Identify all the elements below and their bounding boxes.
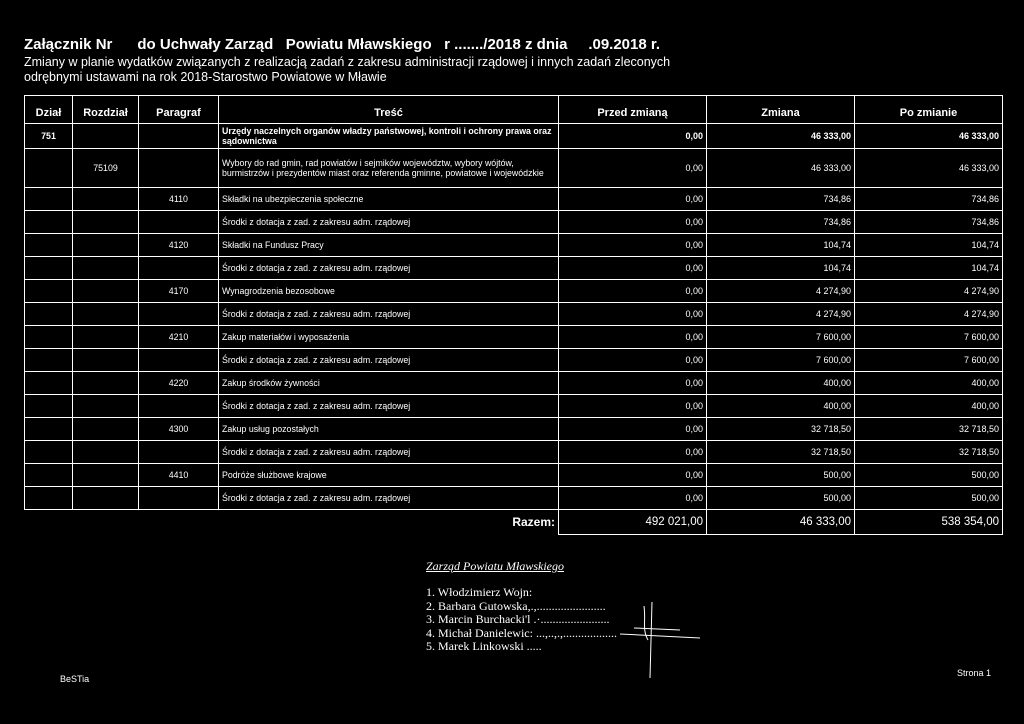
board-member: 1. Włodzimierz Wojn:	[426, 585, 533, 599]
column-header-paragraf: Paragraf	[139, 96, 219, 124]
po-cell: 500,00	[855, 464, 1003, 487]
dzial-cell	[25, 303, 73, 326]
przed-cell: 0,00	[559, 257, 707, 280]
dzial-row	[25, 124, 1003, 149]
paragraf-cell	[139, 257, 219, 280]
zmiana-cell: 7 600,00	[707, 349, 855, 372]
document-subtitle: Zmiany w planie wydatków związanych z realizacją zadań z zakresu administracji rządowej i innych zadań zleconych odrębnymi ustawami na rok 2018-Starostwo Powiatowe w Mławie	[24, 55, 671, 84]
column-header-po: Po zmianie	[855, 96, 1003, 124]
column-header-zmiana: Zmiana	[707, 96, 855, 124]
board-member: 2. Barbara Gutowska,.,.......................	[426, 598, 606, 613]
dzial-cell	[25, 257, 73, 280]
table-row	[25, 372, 1003, 395]
document-title: Załącznik Nr do Uchwały Zarząd Powiatu Mławskiego r ......./2018 z dnia .09.2018 r.	[24, 36, 661, 53]
table-row	[25, 464, 1003, 487]
paragraf-cell: 4110	[139, 188, 219, 211]
table-row	[25, 303, 1003, 326]
przed-cell: 0,00	[559, 464, 707, 487]
dzial-cell	[25, 234, 73, 257]
tresc-cell: Wynagrodzenia bezosobowe	[219, 280, 559, 303]
tresc-cell: Środki z dotacja z zad. z zakresu adm. rządowej	[219, 349, 559, 372]
przed-cell: 0,00	[559, 418, 707, 441]
tresc-cell: Środki z dotacja z zad. z zakresu adm. rządowej	[219, 257, 559, 280]
dzial-cell	[25, 487, 73, 510]
przed-cell: 0,00	[559, 349, 707, 372]
paragraf-cell	[139, 441, 219, 464]
zmiana-cell: 104,74	[707, 234, 855, 257]
tresc-cell: Podróże służbowe krajowe	[219, 464, 559, 487]
board-title: Zarząd Powiatu Mławskiego	[426, 559, 565, 573]
column-header-tresc: Treść	[219, 96, 559, 124]
dzial-cell	[25, 464, 73, 487]
column-header-przed: Przed zmianą	[559, 96, 707, 124]
column-header-rozdzial: Rozdział	[73, 96, 139, 124]
rozdzial-przed: 0,00	[559, 149, 707, 188]
zmiana-cell: 4 274,90	[707, 303, 855, 326]
dzial-cell	[25, 326, 73, 349]
board-member: 5. Marek Linkowski .....	[426, 639, 542, 653]
table-row	[25, 234, 1003, 257]
paragraf-cell	[139, 349, 219, 372]
rozdzial-cell	[73, 303, 139, 326]
board-member: 4. Michał Danielewic: ...,..,.,..................	[426, 625, 617, 640]
table-row	[25, 188, 1003, 211]
dzial-cell	[25, 441, 73, 464]
dzial-code: 751	[25, 124, 73, 149]
tresc-cell: Środki z dotacja z zad. z zakresu adm. rządowej	[219, 441, 559, 464]
table-row	[25, 349, 1003, 372]
rozdzial-cell	[73, 349, 139, 372]
zmiana-cell: 104,74	[707, 257, 855, 280]
po-cell: 500,00	[855, 487, 1003, 510]
zmiana-cell: 500,00	[707, 464, 855, 487]
po-cell: 104,74	[855, 234, 1003, 257]
rozdzial-zmiana: 46 333,00	[707, 149, 855, 188]
paragraf-cell: 4170	[139, 280, 219, 303]
totals-label: Razem:	[512, 515, 555, 530]
paragraf-cell: 4300	[139, 418, 219, 441]
zmiana-cell: 400,00	[707, 395, 855, 418]
table-row	[25, 211, 1003, 234]
rozdzial-row	[25, 149, 1003, 188]
table-row	[25, 280, 1003, 303]
po-cell: 32 718,50	[855, 418, 1003, 441]
totals-zmiana: 46 333,00	[707, 510, 855, 535]
rozdzial-cell	[73, 441, 139, 464]
po-cell: 734,86	[855, 188, 1003, 211]
paragraf-cell: 4210	[139, 326, 219, 349]
tresc-cell: Środki z dotacja z zad. z zakresu adm. rządowej	[219, 395, 559, 418]
footer-software: BeSTia	[60, 674, 90, 684]
zmiana-cell: 734,86	[707, 188, 855, 211]
paragraf-cell	[139, 395, 219, 418]
przed-cell: 0,00	[559, 487, 707, 510]
column-header-dzial: Dział	[25, 96, 73, 124]
po-cell: 7 600,00	[855, 349, 1003, 372]
dzial-description: Urzędy naczelnych organów władzy państwowej, kontroli i ochrony prawa oraz sądownictwa	[219, 124, 559, 149]
rozdzial-cell	[73, 464, 139, 487]
przed-cell: 0,00	[559, 441, 707, 464]
rozdzial-description: Wybory do rad gmin, rad powiatów i sejmików województw, wybory wójtów, burmistrzów i prezydentów miast oraz referenda gminne, powiatowe i wojewódzkie	[219, 149, 559, 188]
tresc-cell: Składki na ubezpieczenia społeczne	[219, 188, 559, 211]
rozdzial-cell	[73, 372, 139, 395]
rozdzial-cell	[73, 395, 139, 418]
paragraf-cell: 4120	[139, 234, 219, 257]
rozdzial-cell	[73, 234, 139, 257]
table-row	[25, 487, 1003, 510]
przed-cell: 0,00	[559, 188, 707, 211]
po-cell: 4 274,90	[855, 303, 1003, 326]
dzial-cell	[25, 418, 73, 441]
totals-po: 538 354,00	[855, 510, 1003, 535]
zmiana-cell: 400,00	[707, 372, 855, 395]
zmiana-cell: 7 600,00	[707, 326, 855, 349]
po-cell: 4 274,90	[855, 280, 1003, 303]
rozdzial-cell	[73, 326, 139, 349]
przed-cell: 0,00	[559, 280, 707, 303]
dzial-cell	[25, 211, 73, 234]
totals-row	[25, 510, 1003, 535]
paragraf-cell	[139, 303, 219, 326]
dzial-przed: 0,00	[559, 124, 707, 149]
przed-cell: 0,00	[559, 395, 707, 418]
zmiana-cell: 32 718,50	[707, 418, 855, 441]
table-row	[25, 395, 1003, 418]
tresc-cell: Środki z dotacja z zad. z zakresu adm. rządowej	[219, 303, 559, 326]
dzial-cell	[25, 372, 73, 395]
po-cell: 7 600,00	[855, 326, 1003, 349]
po-cell: 32 718,50	[855, 441, 1003, 464]
po-cell: 400,00	[855, 372, 1003, 395]
paragraf-cell: 4220	[139, 372, 219, 395]
tresc-cell: Zakup usług pozostałych	[219, 418, 559, 441]
przed-cell: 0,00	[559, 211, 707, 234]
rozdzial-cell	[73, 211, 139, 234]
dzial-cell	[25, 395, 73, 418]
rozdzial-cell	[73, 188, 139, 211]
tresc-cell: Zakup środków żywności	[219, 372, 559, 395]
rozdzial-cell	[73, 487, 139, 510]
board-member: 3. Marcin Burchacki'l .·.......................	[426, 612, 610, 626]
przed-cell: 0,00	[559, 372, 707, 395]
po-cell: 104,74	[855, 257, 1003, 280]
tresc-cell: Środki z dotacja z zad. z zakresu adm. rządowej	[219, 211, 559, 234]
table-row	[25, 257, 1003, 280]
table-row	[25, 418, 1003, 441]
dzial-zmiana: 46 333,00	[707, 124, 855, 149]
tresc-cell: Składki na Fundusz Pracy	[219, 234, 559, 257]
footer-page-number: Strona 1	[957, 668, 992, 678]
budget-table	[24, 95, 1003, 535]
paragraf-cell	[139, 487, 219, 510]
przed-cell: 0,00	[559, 234, 707, 257]
paragraf-cell	[139, 211, 219, 234]
przed-cell: 0,00	[559, 303, 707, 326]
totals-przed: 492 021,00	[559, 510, 707, 535]
paragraf-cell: 4410	[139, 464, 219, 487]
przed-cell: 0,00	[559, 326, 707, 349]
rozdzial-po: 46 333,00	[855, 149, 1003, 188]
rozdzial-cell	[73, 257, 139, 280]
table-row	[25, 326, 1003, 349]
zmiana-cell: 500,00	[707, 487, 855, 510]
table-row	[25, 441, 1003, 464]
dzial-cell	[25, 280, 73, 303]
po-cell: 400,00	[855, 395, 1003, 418]
rozdzial-cell	[73, 280, 139, 303]
po-cell: 734,86	[855, 211, 1003, 234]
dzial-cell	[25, 188, 73, 211]
rozdzial-code: 75109	[73, 149, 139, 188]
tresc-cell: Zakup materiałów i wyposażenia	[219, 326, 559, 349]
tresc-cell: Środki z dotacja z zad. z zakresu adm. rządowej	[219, 487, 559, 510]
dzial-po: 46 333,00	[855, 124, 1003, 149]
dzial-cell	[25, 349, 73, 372]
zmiana-cell: 32 718,50	[707, 441, 855, 464]
zmiana-cell: 4 274,90	[707, 280, 855, 303]
table-header-row	[25, 96, 1003, 124]
handwritten-signature	[560, 600, 700, 680]
rozdzial-cell	[73, 418, 139, 441]
zmiana-cell: 734,86	[707, 211, 855, 234]
